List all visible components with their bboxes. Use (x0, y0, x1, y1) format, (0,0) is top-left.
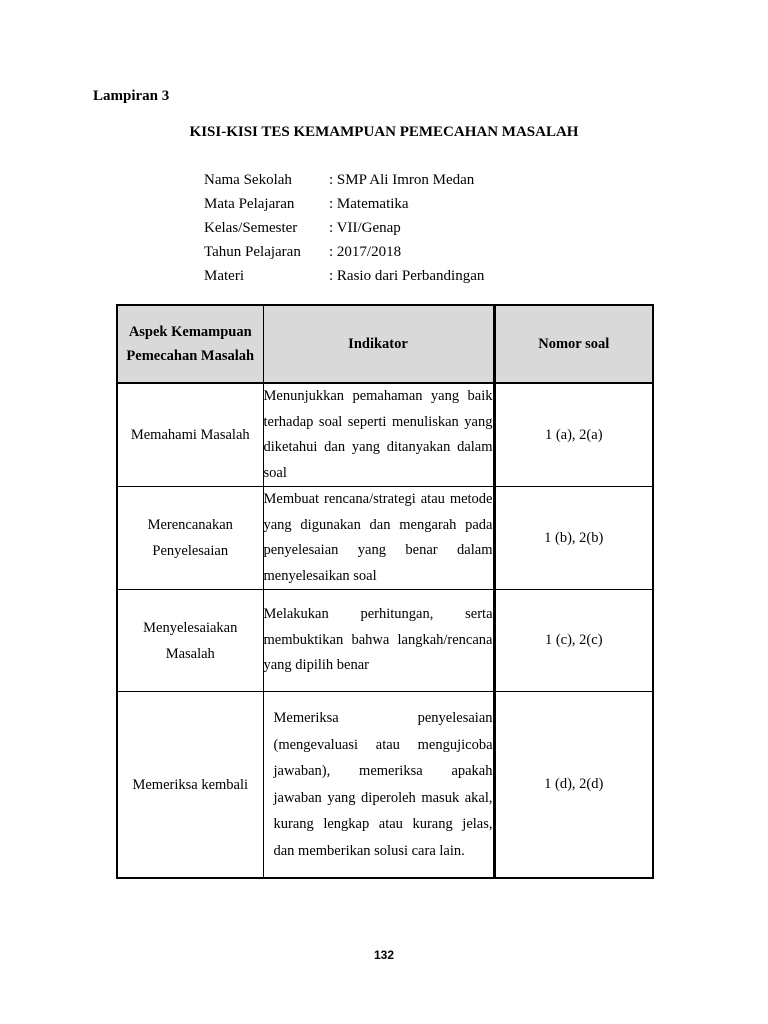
cell-indikator: Memeriksa penyelesaian (mengevaluasi atau mengujicoba jawaban), memeriksa apakah jawaban yang diperoleh masuk akal, kurang lengkap atau kurang jelas, dan memberikan solusi cara lain. (263, 692, 494, 879)
cell-nomor: 1 (a), 2(a) (494, 383, 653, 487)
cell-indikator: Menunjukkan pemahaman yang baik terhadap soal seperti menuliskan yang diketahui dan yang ditanyakan dalam soal (263, 383, 494, 487)
cell-indikator: Membuat rencana/strategi atau metode yang digunakan dan mengarah pada penyelesaian yang benar dalam menyelesaikan soal (263, 487, 494, 590)
cell-indikator: Melakukan perhitungan, serta membuktikan bahwa langkah/rencana yang dipilih benar (263, 590, 494, 692)
meta-row-school (204, 170, 484, 194)
cell-nomor: 1 (b), 2(b) (494, 487, 653, 590)
meta-row-material (204, 266, 484, 290)
meta-value: : 2017/2018 (329, 244, 402, 260)
metadata-block (204, 170, 484, 290)
meta-label: Materi (204, 268, 244, 284)
table-row (117, 692, 653, 879)
table-row (117, 487, 653, 590)
appendix-label: Lampiran 3 (93, 88, 170, 104)
meta-label: Nama Sekolah (204, 172, 292, 188)
table-row (117, 590, 653, 692)
cell-aspek: Merencanakan Penyelesaian (117, 487, 263, 590)
cell-aspek: Menyelesaiakan Masalah (117, 590, 263, 692)
page-number: 132 (373, 948, 395, 962)
table-row (117, 383, 653, 487)
header-indikator: Indikator (263, 305, 494, 383)
meta-label: Kelas/Semester (204, 220, 298, 236)
meta-row-year (204, 242, 484, 266)
table-header-row (117, 305, 653, 383)
header-nomor-soal: Nomor soal (494, 305, 653, 383)
header-aspek: Aspek Kemampuan Pemecahan Masalah (117, 305, 263, 383)
meta-label: Tahun Pelajaran (204, 244, 301, 260)
meta-value: : VII/Genap (329, 220, 401, 236)
cell-aspek: Memahami Masalah (117, 383, 263, 487)
cell-nomor: 1 (d), 2(d) (494, 692, 653, 879)
meta-value: : SMP Ali Imron Medan (329, 172, 475, 188)
meta-label: Mata Pelajaran (204, 196, 295, 212)
cell-nomor: 1 (c), 2(c) (494, 590, 653, 692)
cell-aspek: Memeriksa kembali (117, 692, 263, 879)
grid-table (116, 304, 654, 879)
meta-row-subject (204, 194, 484, 218)
document-title: KISI-KISI TES KEMAMPUAN PEMECAHAN MASALAH (189, 124, 579, 140)
meta-row-class (204, 218, 484, 242)
meta-value: : Matematika (329, 196, 409, 212)
meta-value: : Rasio dari Perbandingan (329, 268, 485, 284)
